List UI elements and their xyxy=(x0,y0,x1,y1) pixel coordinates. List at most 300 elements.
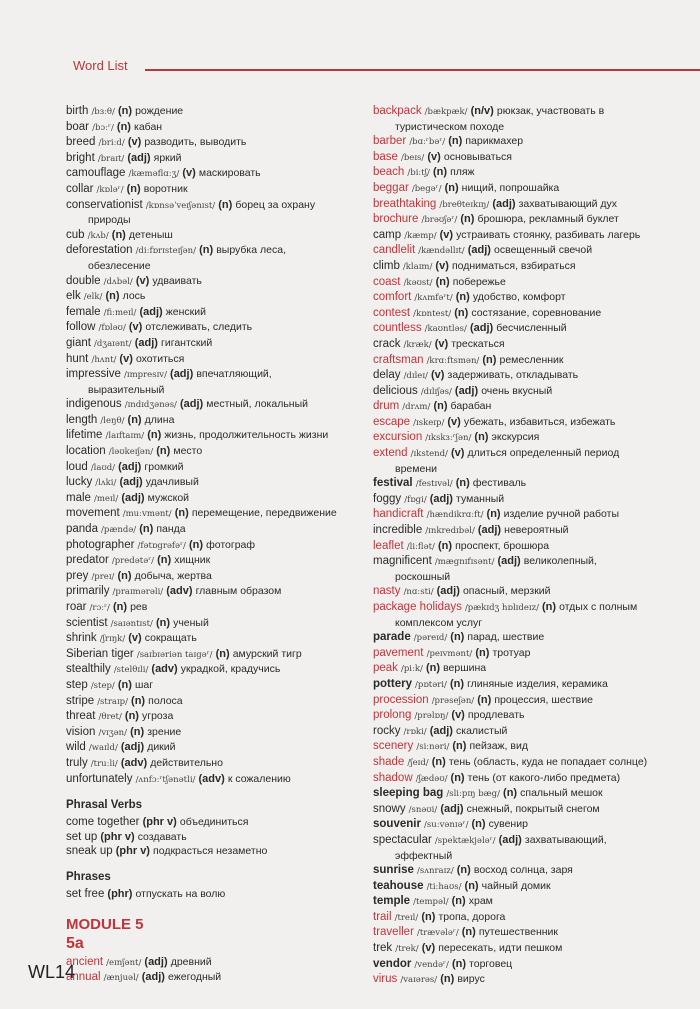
translation: брошюра, рекламный буклет xyxy=(477,213,619,226)
headword: threat xyxy=(66,710,96,723)
transcription: /kæmp/ xyxy=(404,230,437,241)
module-entry-list xyxy=(66,955,364,986)
headword: Siberian tiger xyxy=(66,647,134,660)
word-entry xyxy=(373,661,673,677)
transcription: /saɪəntɪst/ xyxy=(110,618,153,629)
headword: foggy xyxy=(373,492,402,505)
headword: pavement xyxy=(373,646,424,659)
transcription: /festɪvəl/ xyxy=(415,479,453,490)
transcription: /sʌnraɪz/ xyxy=(416,866,454,877)
word-entry xyxy=(66,104,364,120)
word-entry xyxy=(373,306,673,322)
transcription: /ɪndɪdʒənəs/ xyxy=(124,400,177,411)
transcription: /beɪs/ xyxy=(401,152,425,163)
word-entry xyxy=(66,151,364,167)
headword: traveller xyxy=(373,926,414,939)
word-entry xyxy=(66,367,364,397)
part-of-speech: (n) xyxy=(542,601,557,613)
word-entry xyxy=(66,336,364,352)
part-of-speech: (v) xyxy=(435,259,449,272)
headword: scientist xyxy=(66,616,108,629)
word-entry xyxy=(373,786,673,802)
transcription: /spektækjələʳ/ xyxy=(434,835,496,846)
translation: пейзаж, вид xyxy=(469,740,528,753)
headword: camouflage xyxy=(66,167,126,180)
headword: package holidays xyxy=(373,601,462,613)
transcription: /kæməflɑːʒ/ xyxy=(128,169,180,180)
part-of-speech: (v) xyxy=(128,321,143,334)
translation: захватывающий, xyxy=(524,833,607,846)
part-of-speech: (n) xyxy=(435,275,450,288)
translation: храм xyxy=(468,895,493,908)
headword: primarily xyxy=(66,585,110,598)
part-of-speech: (adj) xyxy=(139,305,163,318)
part-of-speech: (adj) xyxy=(477,524,502,537)
translation: длиться определенный период xyxy=(467,447,620,460)
transcription: /mægnɪfɪsənt/ xyxy=(434,557,495,568)
translation: рев xyxy=(130,601,148,613)
transcription: /tempəl/ xyxy=(413,897,449,908)
word-entry xyxy=(66,182,364,198)
word-entry xyxy=(373,150,673,166)
headword: hunt xyxy=(66,352,89,365)
headword: backpack xyxy=(373,105,422,117)
transcription: /muːvmənt/ xyxy=(122,509,172,520)
transcription: /predətəʳ/ xyxy=(111,556,155,567)
part-of-speech: (n) xyxy=(112,601,127,613)
transcription: /begəʳ/ xyxy=(411,183,442,194)
part-of-speech: (v) xyxy=(430,369,445,382)
translation: парад, шествие xyxy=(467,631,545,644)
word-entry xyxy=(373,817,673,833)
transcription: /ɪskeɪp/ xyxy=(413,417,445,428)
part-of-speech: (n) xyxy=(437,539,453,552)
headword: roar xyxy=(66,601,87,613)
translation: восход солнца, заря xyxy=(473,864,573,877)
translation: борец за охрану xyxy=(235,198,316,211)
word-entry xyxy=(66,756,364,772)
transcription: /fɒləʊ/ xyxy=(98,323,126,334)
transcription: /snəʊi/ xyxy=(408,804,438,815)
part-of-speech: (v) xyxy=(450,447,465,460)
headword: peak xyxy=(373,662,398,675)
part-of-speech: (n) xyxy=(432,166,447,179)
part-of-speech: (n) xyxy=(126,182,141,195)
headword: elk xyxy=(66,290,81,303)
part-of-speech: (n) xyxy=(130,725,145,738)
transcription: /bækpæk/ xyxy=(424,107,468,117)
headword: snowy xyxy=(373,802,406,815)
headword: sunrise xyxy=(373,864,414,877)
word-entry xyxy=(373,802,673,818)
part-of-speech: (adj) xyxy=(429,492,453,505)
translation: разводить, выводить xyxy=(144,136,247,149)
part-of-speech: (adv) xyxy=(120,756,148,769)
headword: shrink xyxy=(66,632,97,645)
word-entry xyxy=(373,910,673,926)
part-of-speech: (n) xyxy=(451,957,466,970)
word-entry xyxy=(66,678,364,694)
translation: убежать, избавиться, избежать xyxy=(463,415,616,428)
headword: lifetime xyxy=(66,429,103,442)
word-entry xyxy=(66,305,364,321)
part-of-speech: (n) xyxy=(482,353,497,366)
headword: barber xyxy=(373,135,407,148)
headword: crack xyxy=(373,337,401,350)
word-entry xyxy=(373,492,673,508)
part-of-speech: (adj) xyxy=(492,197,516,210)
word-entry xyxy=(66,740,364,756)
word-entry xyxy=(373,259,673,275)
translation: удваивать xyxy=(152,274,202,287)
headword: festival xyxy=(373,477,413,490)
word-entry xyxy=(66,662,364,678)
translation: сувенир xyxy=(488,818,528,831)
part-of-speech: (phr) xyxy=(107,887,133,900)
translation: яркий xyxy=(153,151,182,164)
word-entry xyxy=(373,243,673,259)
translation: торговец xyxy=(469,957,513,970)
word-entry xyxy=(66,352,364,368)
headword: climb xyxy=(373,259,400,272)
headword: base xyxy=(373,150,398,163)
translation: громкий xyxy=(144,460,184,473)
page-title: Word List xyxy=(73,58,128,73)
headword: bright xyxy=(66,151,95,164)
part-of-speech: (n) xyxy=(503,787,518,800)
word-entry xyxy=(373,724,673,740)
transcription: /dɪlɪʃəs/ xyxy=(420,386,452,397)
word-entry xyxy=(373,523,673,539)
transcription: /pɒtəri/ xyxy=(415,679,447,690)
translation: панда xyxy=(156,523,186,536)
part-of-speech: (n) xyxy=(117,105,133,117)
part-of-speech: (adv) xyxy=(166,585,193,598)
translation: зрение xyxy=(147,725,182,738)
part-of-speech: (n) xyxy=(147,429,162,442)
word-entry xyxy=(373,104,673,134)
word-entry xyxy=(373,321,673,337)
part-of-speech: (adj) xyxy=(498,833,522,846)
part-of-speech: (adj) xyxy=(144,955,168,968)
translation: мужской xyxy=(147,491,190,504)
headword: movement xyxy=(66,507,120,520)
part-of-speech: (v) xyxy=(451,709,465,722)
part-of-speech: (n) xyxy=(444,181,459,194)
headword: beach xyxy=(373,166,405,179)
word-entry xyxy=(373,646,673,662)
translation: подниматься, взбираться xyxy=(451,259,576,272)
translation: тень (от какого-либо предмета) xyxy=(467,771,621,784)
part-of-speech: (n) xyxy=(421,910,436,923)
translation: воротник xyxy=(143,182,188,195)
part-of-speech: (n) xyxy=(477,693,492,706)
translation: рождение xyxy=(135,105,184,117)
word-entry xyxy=(66,198,364,228)
translation: тротуар xyxy=(492,646,531,659)
part-of-speech: (adv) xyxy=(151,663,178,676)
headword: souvenir xyxy=(373,818,421,831)
word-entry xyxy=(66,538,364,554)
translation: путешественник xyxy=(478,926,559,939)
headword: candlelit xyxy=(373,244,416,257)
word-entry xyxy=(373,925,673,941)
headword: shade xyxy=(373,755,405,768)
word-entry xyxy=(373,165,673,181)
translation: создавать xyxy=(137,830,187,843)
phrasal-verbs-heading: Phrasal Verbs xyxy=(66,799,143,812)
headword: double xyxy=(66,274,101,287)
part-of-speech: (n) xyxy=(116,120,131,133)
headword: birth xyxy=(66,105,89,117)
transcription: /krɑːftsmən/ xyxy=(426,355,480,366)
word-entry xyxy=(66,413,364,429)
word-entry xyxy=(373,677,673,693)
headword: trek xyxy=(373,942,393,955)
word-entry xyxy=(373,181,673,197)
part-of-speech: (n) xyxy=(464,879,479,892)
transcription: /diːfɒrɪsteɪʃən/ xyxy=(135,246,197,257)
transcription: /vɪʒən/ xyxy=(98,727,128,738)
headword: prolong xyxy=(373,709,412,722)
headword: stealthily xyxy=(66,663,111,676)
translation: скалистый xyxy=(456,724,508,737)
word-entry xyxy=(66,709,364,725)
translation: нищий, попрошайка xyxy=(461,181,560,194)
headword: countless xyxy=(373,322,422,335)
part-of-speech: (n) xyxy=(451,895,466,908)
word-entry xyxy=(66,289,364,305)
left-column xyxy=(66,104,364,986)
word-entry xyxy=(373,863,673,879)
part-of-speech: (n) xyxy=(127,413,142,426)
headword: leaflet xyxy=(373,539,404,552)
transcription: /kɒnsəˈveɪʃənɪst/ xyxy=(145,200,216,211)
part-of-speech: (n) xyxy=(461,926,476,939)
headword: handicraft xyxy=(373,508,424,521)
part-of-speech: (n) xyxy=(218,198,233,211)
transcription: /ʃrɪŋk/ xyxy=(99,634,126,645)
translation-continued: комплексом услуг xyxy=(395,616,483,629)
transcription: /pændə/ xyxy=(101,525,137,536)
word-entry xyxy=(66,970,364,986)
headword: delay xyxy=(373,369,401,382)
transcription: /stelθɪli/ xyxy=(113,665,149,676)
word-entry xyxy=(66,830,364,845)
transcription: /ɪkskɜːʳʃən/ xyxy=(425,433,472,444)
part-of-speech: (n) xyxy=(105,290,120,303)
word-entry xyxy=(66,228,364,244)
transcription: /praɪmərəli/ xyxy=(112,587,164,598)
translation: трескаться xyxy=(451,337,505,350)
translation: перемещение, передвижение xyxy=(191,507,337,520)
word-entry xyxy=(66,553,364,569)
word-entry xyxy=(66,320,364,336)
part-of-speech: (n) xyxy=(124,710,139,723)
word-entry xyxy=(66,616,364,632)
transcription: /meɪl/ xyxy=(94,493,119,504)
headword: stripe xyxy=(66,694,95,707)
part-of-speech: (v) xyxy=(135,274,150,287)
transcription: /kaʊntləs/ xyxy=(424,324,467,335)
word-entry xyxy=(373,430,673,446)
part-of-speech: (n) xyxy=(452,740,467,753)
word-entry xyxy=(66,444,364,460)
transcription: /trek/ xyxy=(395,944,419,955)
translation: место xyxy=(173,445,203,458)
translation: древний xyxy=(170,955,212,968)
word-entry xyxy=(373,197,673,213)
translation: отслеживать, следить xyxy=(145,321,253,334)
transcription: /hændikrɑːft/ xyxy=(426,510,484,521)
headword: temple xyxy=(373,895,411,908)
part-of-speech: (n) xyxy=(157,554,172,567)
word-entry xyxy=(66,491,364,507)
headword: length xyxy=(66,413,98,426)
transcription: /liːflət/ xyxy=(406,541,435,552)
headword: spectacular xyxy=(373,833,432,846)
word-entry xyxy=(373,584,673,600)
word-entry xyxy=(373,771,673,787)
transcription: /preɪ/ xyxy=(91,571,115,582)
translation: очень вкусный xyxy=(481,384,553,397)
part-of-speech: (phr v) xyxy=(115,845,150,858)
headword: escape xyxy=(373,415,411,428)
headword: collar xyxy=(66,182,94,195)
transcription: /waɪld/ xyxy=(88,743,118,754)
word-entry xyxy=(373,290,673,306)
transcription: /saɪbɪəriən taɪgəʳ/ xyxy=(136,649,213,660)
headword: scenery xyxy=(373,740,414,753)
transcription: /laɪftaɪm/ xyxy=(105,431,145,442)
translation: опасный, мерзкий xyxy=(462,585,551,598)
phrasal-verbs-list xyxy=(66,815,364,859)
headword: impressive xyxy=(66,368,121,381)
transcription: /peɪvmənt/ xyxy=(426,648,473,659)
part-of-speech: (n) xyxy=(454,306,469,319)
translation: фотограф xyxy=(206,538,256,551)
headword: comfort xyxy=(373,291,412,304)
word-entry xyxy=(373,446,673,476)
word-entry xyxy=(66,522,364,538)
transcription: /ʃeɪd/ xyxy=(407,757,429,768)
word-entry xyxy=(373,476,673,492)
transcription: /fiːmeɪl/ xyxy=(103,307,137,318)
headword: deforestation xyxy=(66,244,133,257)
translation: местный, локальный xyxy=(206,398,308,411)
translation: освещенный свечой xyxy=(494,244,593,257)
word-entry xyxy=(373,957,673,973)
transcription: /kɒntest/ xyxy=(413,308,452,319)
transcription: /ɪkstend/ xyxy=(410,449,448,460)
headword: extend xyxy=(373,447,408,460)
word-entry xyxy=(66,397,364,413)
part-of-speech: (v) xyxy=(182,167,196,180)
headword: coast xyxy=(373,275,401,288)
word-entry xyxy=(373,275,673,291)
translation-continued: туристическом походе xyxy=(395,120,505,133)
transcription: /truːli/ xyxy=(90,758,118,769)
transcription: /ɪnkredɪbəl/ xyxy=(425,526,475,537)
part-of-speech: (n) xyxy=(156,445,171,458)
transcription: /ænjuəl/ xyxy=(103,973,139,984)
part-of-speech: (n) xyxy=(440,973,455,986)
word-entry xyxy=(373,554,673,584)
transcription: /elk/ xyxy=(83,292,103,303)
part-of-speech: (n/v) xyxy=(470,105,494,117)
part-of-speech: (n) xyxy=(188,538,204,551)
translation: ученый xyxy=(173,616,209,629)
word-entry xyxy=(373,879,673,895)
translation: барабан xyxy=(450,400,492,413)
translation: объединиться xyxy=(179,816,249,829)
transcription: /kəʊst/ xyxy=(403,277,433,288)
transcription: /fɒgi/ xyxy=(404,494,427,505)
transcription: /tiːhaʊs/ xyxy=(426,881,462,892)
part-of-speech: (n) xyxy=(449,677,464,690)
part-of-speech: (adj) xyxy=(467,244,491,257)
part-of-speech: (adj) xyxy=(429,724,453,737)
word-entry xyxy=(373,894,673,910)
transcription: /laʊd/ xyxy=(90,462,116,473)
translation: ремесленник xyxy=(499,353,564,366)
translation: тропа, дорога xyxy=(438,910,506,923)
headword: brochure xyxy=(373,213,419,226)
word-entry xyxy=(66,166,364,182)
word-entry xyxy=(66,887,364,902)
translation: туманный xyxy=(456,492,505,505)
headword: beggar xyxy=(373,181,409,194)
part-of-speech: (adj) xyxy=(179,398,204,411)
word-entry xyxy=(373,507,673,523)
headword: sleeping bag xyxy=(373,787,444,800)
word-entry xyxy=(373,833,673,863)
headword: panda xyxy=(66,523,98,536)
headword: location xyxy=(66,445,106,458)
transcription: /kræk/ xyxy=(403,339,432,350)
word-entry xyxy=(66,772,364,788)
transcription: /dʒaɪənt/ xyxy=(94,338,132,349)
word-entry xyxy=(373,600,673,630)
headword: unfortunately xyxy=(66,772,133,785)
translation: лось xyxy=(122,290,146,303)
translation: длина xyxy=(144,413,175,426)
translation: впечатляющий, xyxy=(196,368,272,381)
translation: жизнь, продолжительность жизни xyxy=(164,429,329,442)
headword: nasty xyxy=(373,585,401,598)
word-entry xyxy=(66,844,364,859)
translation: пересекать, идти пешком xyxy=(438,942,563,955)
part-of-speech: (phr v) xyxy=(142,816,177,829)
transcription: /suːvənɪəʳ/ xyxy=(424,820,469,831)
transcription: /hʌnt/ xyxy=(91,354,117,365)
headword: breed xyxy=(66,136,96,149)
part-of-speech: (v) xyxy=(128,632,142,645)
headword: loud xyxy=(66,460,88,473)
headword: boar xyxy=(66,120,90,133)
headword: delicious xyxy=(373,384,418,397)
part-of-speech: (n) xyxy=(215,647,230,660)
word-entry xyxy=(373,228,673,244)
part-of-speech: (adj) xyxy=(436,585,460,598)
word-entry xyxy=(66,600,364,616)
headword: photographer xyxy=(66,538,135,551)
transcription: /dʌbəl/ xyxy=(103,276,133,287)
part-of-speech: (phr v) xyxy=(100,830,135,843)
part-of-speech: (adj) xyxy=(120,741,145,754)
translation: продлевать xyxy=(467,709,525,722)
transcription: /prəlɒŋ/ xyxy=(414,711,449,722)
